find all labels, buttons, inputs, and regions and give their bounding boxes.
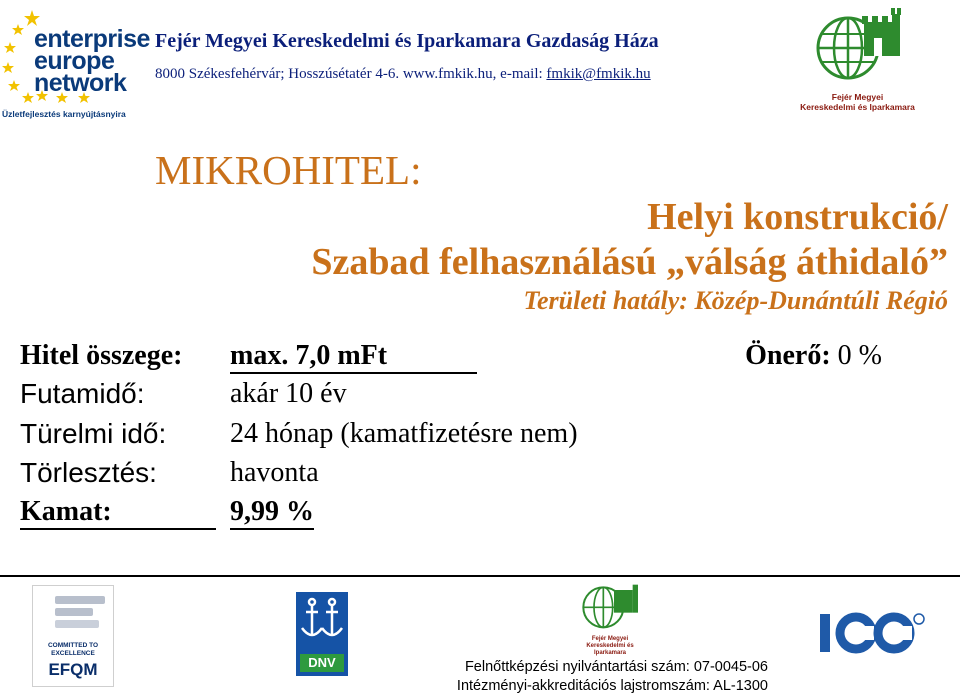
enterprise-europe-network-logo bbox=[2, 6, 150, 120]
een-logo-text-2: europe bbox=[34, 47, 115, 75]
email-link[interactable]: fmkik@fmkik.hu bbox=[546, 66, 651, 82]
efqm-bar-1 bbox=[55, 596, 105, 604]
small-chamber-text-1: Fejér Megyei bbox=[591, 636, 629, 642]
efqm-brand-text: EFQM bbox=[48, 660, 98, 679]
organization-name: Fejér Megyei Kereskedelmi és Iparkamara Gazdaság Háza bbox=[155, 30, 659, 52]
term-value: akár 10 év bbox=[230, 378, 347, 409]
small-chamber-logo bbox=[570, 578, 650, 656]
globe-castle-icon bbox=[812, 4, 904, 88]
dnv-logo bbox=[296, 592, 348, 676]
efqm-bar-3 bbox=[55, 620, 99, 628]
registration-number: Felnőttképzési nyilvántartási szám: 07-0045-06 bbox=[464, 659, 768, 675]
footer-divider bbox=[0, 575, 960, 577]
loan-amount-label: Hitel összege: bbox=[20, 340, 183, 371]
een-tagline: Üzletfejlesztés karnyújtásnyira bbox=[2, 109, 126, 119]
efqm-logo bbox=[32, 585, 114, 687]
own-share bbox=[745, 340, 882, 372]
small-chamber-text-2: Kereskedelmi és Iparkamara bbox=[586, 643, 634, 656]
interest-value: 9,99 % bbox=[230, 496, 314, 530]
repayment-label: Törlesztés: bbox=[20, 457, 157, 488]
grace-period-value: 24 hónap (kamatfizetésre nem) bbox=[230, 418, 578, 449]
efqm-excellence-text: EXCELLENCE bbox=[51, 650, 95, 657]
chamber-logo bbox=[790, 4, 925, 114]
chamber-logo-text-1: Fejér Megyei bbox=[831, 92, 884, 102]
own-share-label: Önerő: bbox=[745, 340, 831, 371]
icc-logo bbox=[818, 606, 928, 658]
een-logo-text-3: network bbox=[34, 69, 127, 97]
term-row bbox=[20, 378, 620, 414]
own-share-value: 0 % bbox=[837, 340, 882, 371]
main-title: MIKROHITEL: bbox=[155, 147, 422, 193]
icc-mark-icon bbox=[818, 606, 928, 658]
term-label: Futamidő: bbox=[20, 378, 145, 409]
efqm-bar-2 bbox=[55, 608, 93, 616]
interest-row bbox=[20, 496, 620, 532]
anchor-icon bbox=[296, 592, 348, 654]
dnv-label: DNV bbox=[300, 654, 344, 672]
grace-period-label: Türelmi idő: bbox=[20, 418, 167, 449]
grace-period-row bbox=[20, 418, 720, 454]
address-text: 8000 Székesfehérvár; Hosszúsétatér 4-6. www.fmkik.hu, e-mail: bbox=[155, 66, 547, 82]
territorial-scope: Területi hatály: Közép-Dunántúli Régió bbox=[523, 286, 948, 315]
subtitle-purpose: Szabad felhasználású „válság áthidaló” bbox=[311, 241, 948, 283]
chamber-logo-text-2: Kereskedelmi és Iparkamara bbox=[800, 102, 915, 112]
een-logo-text-1: enterprise bbox=[34, 25, 150, 53]
accreditation-number: Intézményi-akkreditációs lajstromszám: AL-1300 bbox=[456, 678, 768, 694]
repayment-value: havonta bbox=[230, 457, 319, 488]
organization-address bbox=[155, 66, 651, 83]
interest-label: Kamat: bbox=[20, 496, 216, 530]
small-globe-castle-icon bbox=[578, 578, 642, 634]
efqm-committed-text: COMMITTED TO bbox=[47, 642, 99, 649]
subtitle-construction: Helyi konstrukció/ bbox=[647, 196, 948, 238]
loan-amount-row bbox=[20, 340, 520, 376]
loan-amount-value: max. 7,0 mFt bbox=[230, 340, 477, 374]
repayment-row bbox=[20, 457, 620, 493]
